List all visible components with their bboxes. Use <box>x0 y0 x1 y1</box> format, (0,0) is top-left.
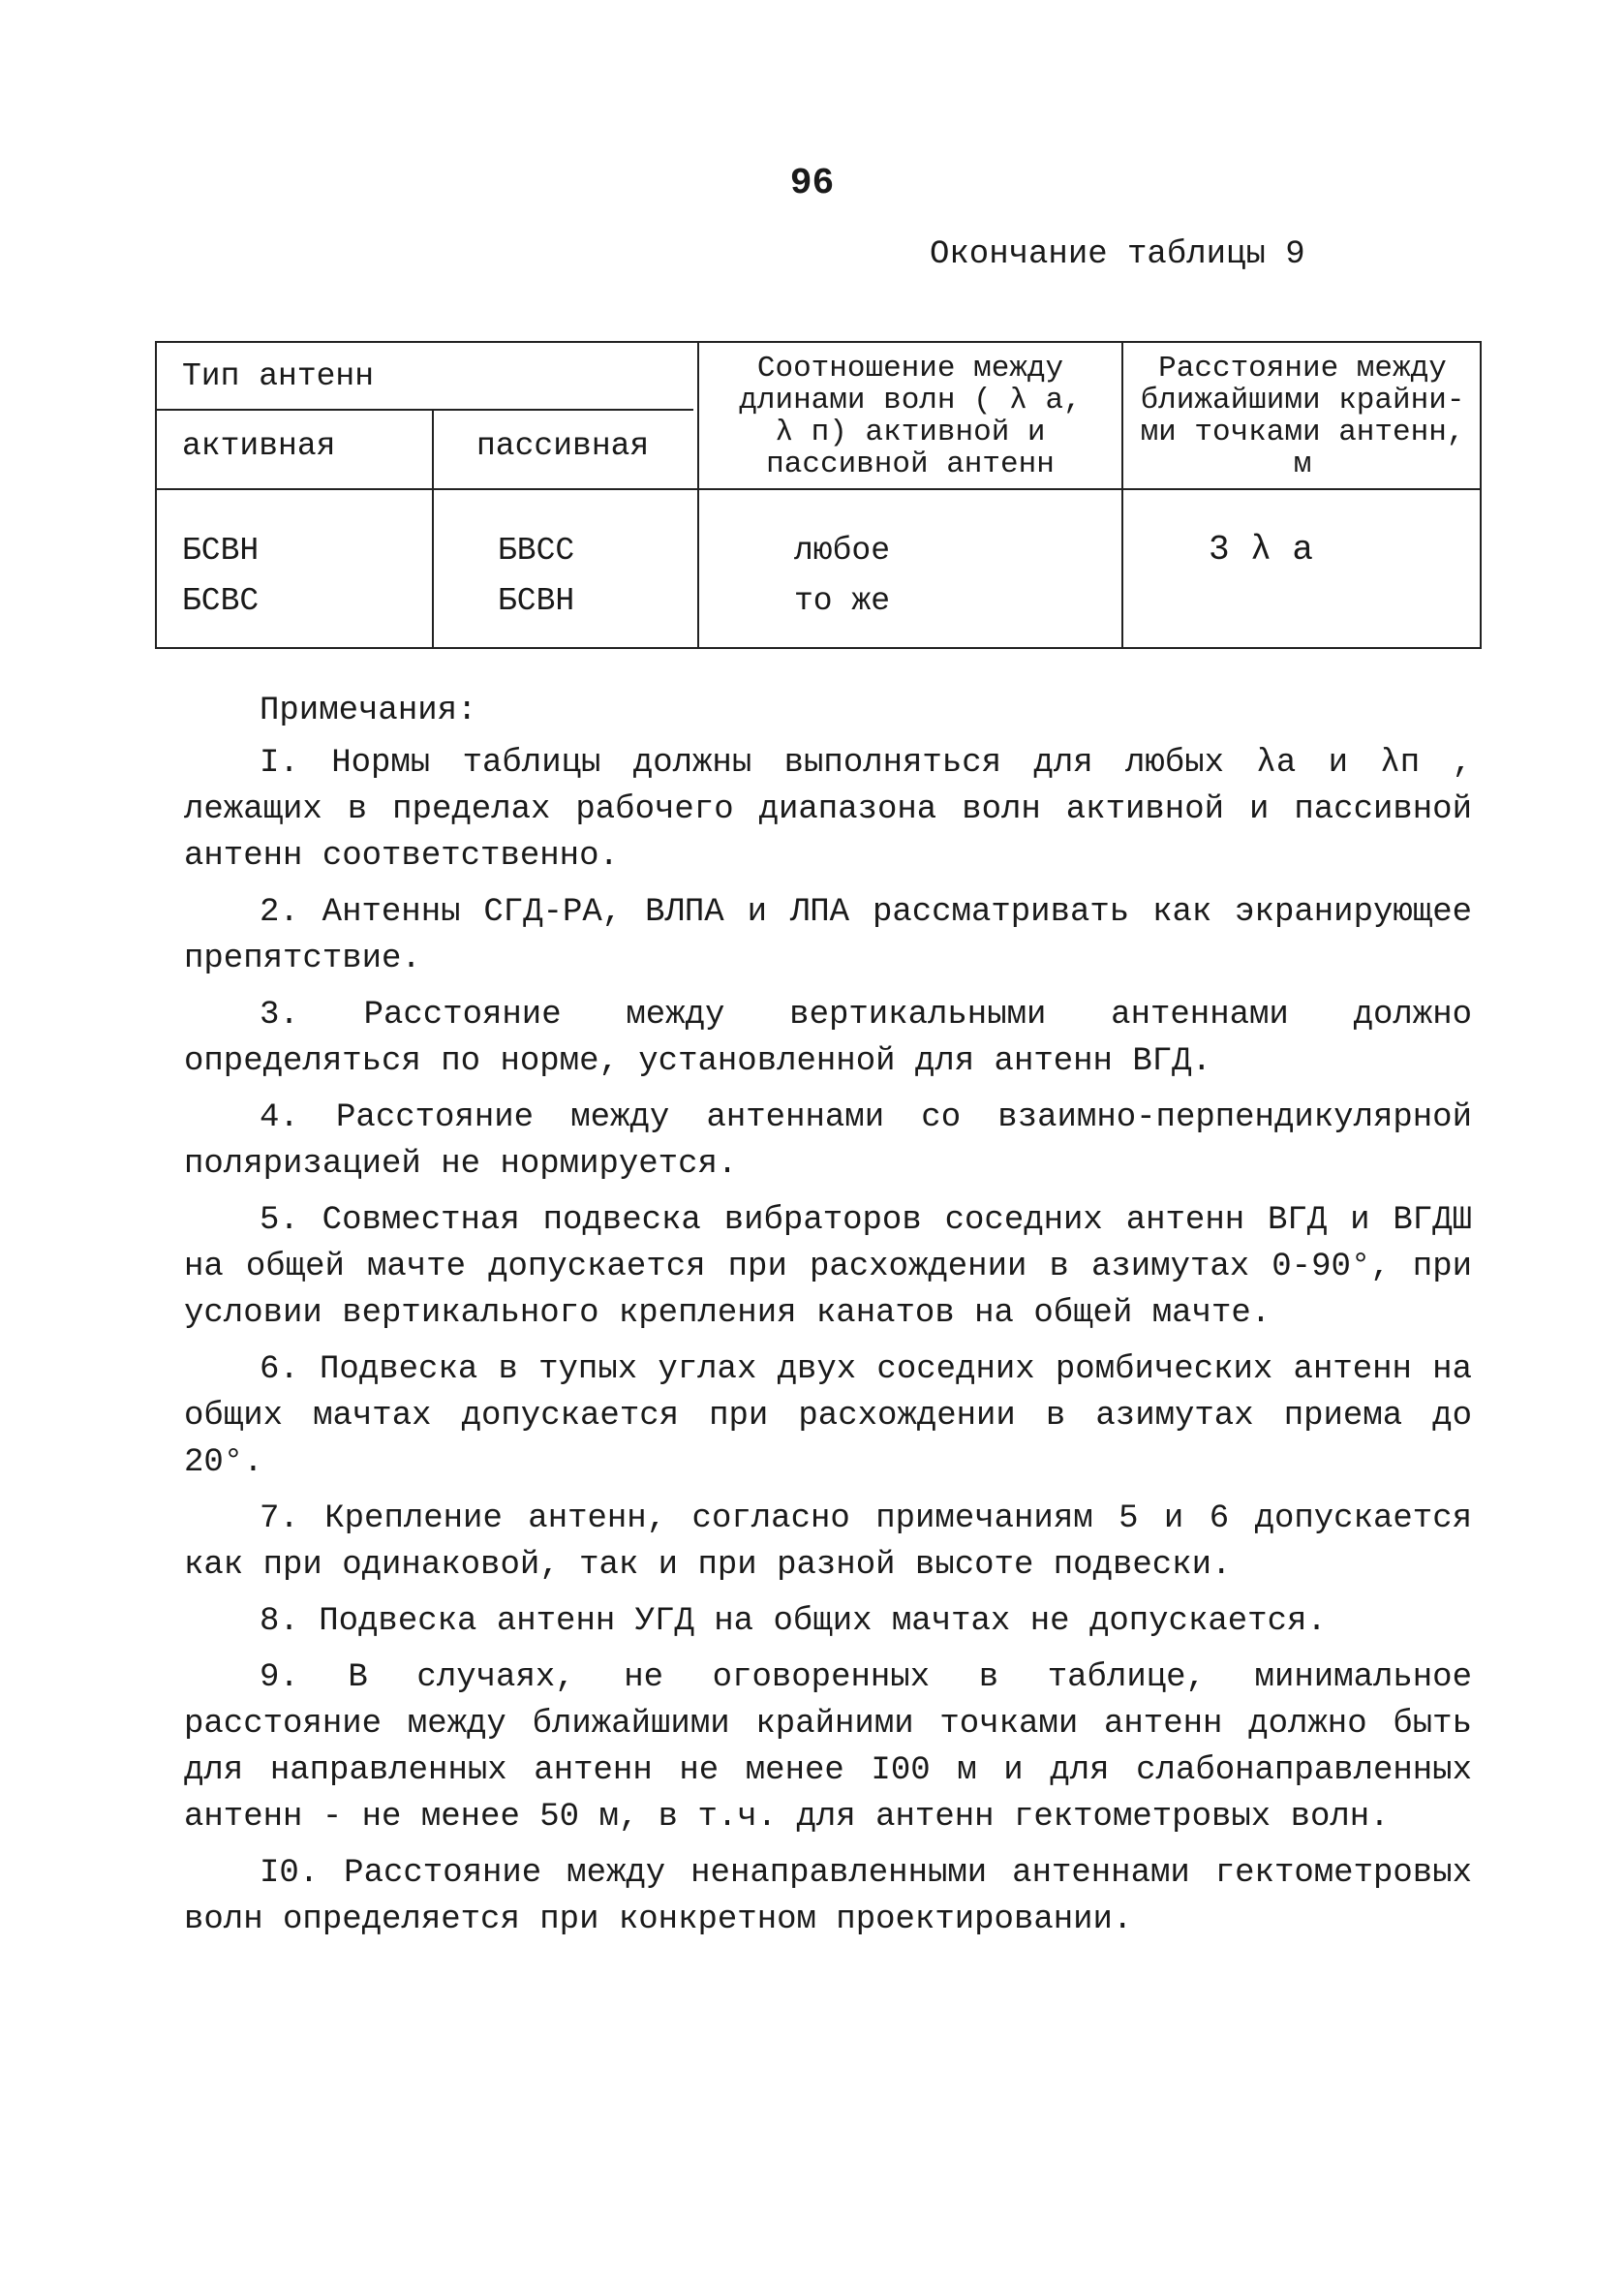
note-5: 5. Совместная подвеска вибраторов соседних антенн ВГД и ВГДШ на общей мачте допускается при расхождении в азимутах 0-90°, при условии вертикального крепления канатов на общей мачте. <box>184 1202 1472 1332</box>
header-distance-line: м <box>1293 448 1312 481</box>
row2-active: БСВС <box>182 583 260 619</box>
row1-passive: БВСС <box>498 533 575 569</box>
row1-distance: 3 λ а <box>1209 530 1314 570</box>
header-ratio-line: λ п) активной и <box>775 416 1046 449</box>
header-ratio-line: Соотношение между <box>756 352 1064 386</box>
note-6: 6. Подвеска в тупых углах двух соседних ромбических антенн на общих мачтах допускается при расхождении в азимутах приема до 20°. <box>184 1351 1472 1481</box>
note-4: 4. Расстояние между антеннами со взаимно-перпендикулярной поляризацией не нормируется. <box>184 1099 1472 1183</box>
row2-ratio: то же <box>794 583 891 619</box>
table-vline <box>432 411 434 647</box>
header-distance <box>1123 353 1482 480</box>
table-hline <box>157 488 1480 490</box>
antenna-table <box>155 341 1482 649</box>
note-10: I0. Расстояние между ненаправленными антеннами гектометровых волн определяется при конкретном проектировании. <box>184 1855 1472 1938</box>
row2-passive: БСВН <box>498 583 575 619</box>
row1-active: БСВН <box>182 533 260 569</box>
header-distance-line: Расстояние между <box>1158 352 1447 386</box>
header-antenna-type: Тип антенн <box>182 358 375 394</box>
note-3: 3. Расстояние между вертикальными антеннами должно определяться по норме, установленной для антенн ВГД. <box>184 997 1472 1080</box>
note-2: 2. Антенны СГД-РА, ВЛПА и ЛПА рассматривать как экранирующее препятствие. <box>184 894 1472 977</box>
row1-ratio: любое <box>794 533 891 569</box>
note-8: 8. Подвеска антенн УГД на общих мачтах не допускается. <box>260 1603 1327 1640</box>
note-1: I. Нормы таблицы должны выполняться для любых λа и λп , лежащих в пределах рабочего диапазона волн активной и пассивной антенн соответственно. <box>184 745 1472 875</box>
header-distance-line: ближайшими крайни- <box>1140 384 1465 417</box>
header-ratio-line: пассивной антенн <box>766 448 1055 481</box>
table-hline <box>157 409 693 411</box>
header-active: активная <box>182 428 336 464</box>
header-ratio-line: длинами волн ( λ а, <box>739 384 1082 417</box>
note-7: 7. Крепление антенн, согласно примечаниям 5 и 6 допускается как при одинаковой, так и при разной высоте подвески. <box>184 1500 1472 1584</box>
header-passive: пассивная <box>476 428 650 464</box>
note-9: 9. В случаях, не оговоренных в таблице, минимальное расстояние между ближайшими крайними точками антенн должно быть для направленных антенн не менее I00 м и для слабонаправленных антенн - не менее 50 м, в т.ч. для антенн гектометровых волн. <box>184 1659 1472 1836</box>
header-distance-line: ми точками антенн, <box>1140 416 1465 449</box>
page-number: 96 <box>789 163 835 204</box>
table-caption: Окончание таблицы 9 <box>930 236 1305 273</box>
header-wavelength-ratio <box>699 353 1121 480</box>
notes-section <box>184 688 1472 1953</box>
notes-title: Примечания: <box>260 693 477 729</box>
